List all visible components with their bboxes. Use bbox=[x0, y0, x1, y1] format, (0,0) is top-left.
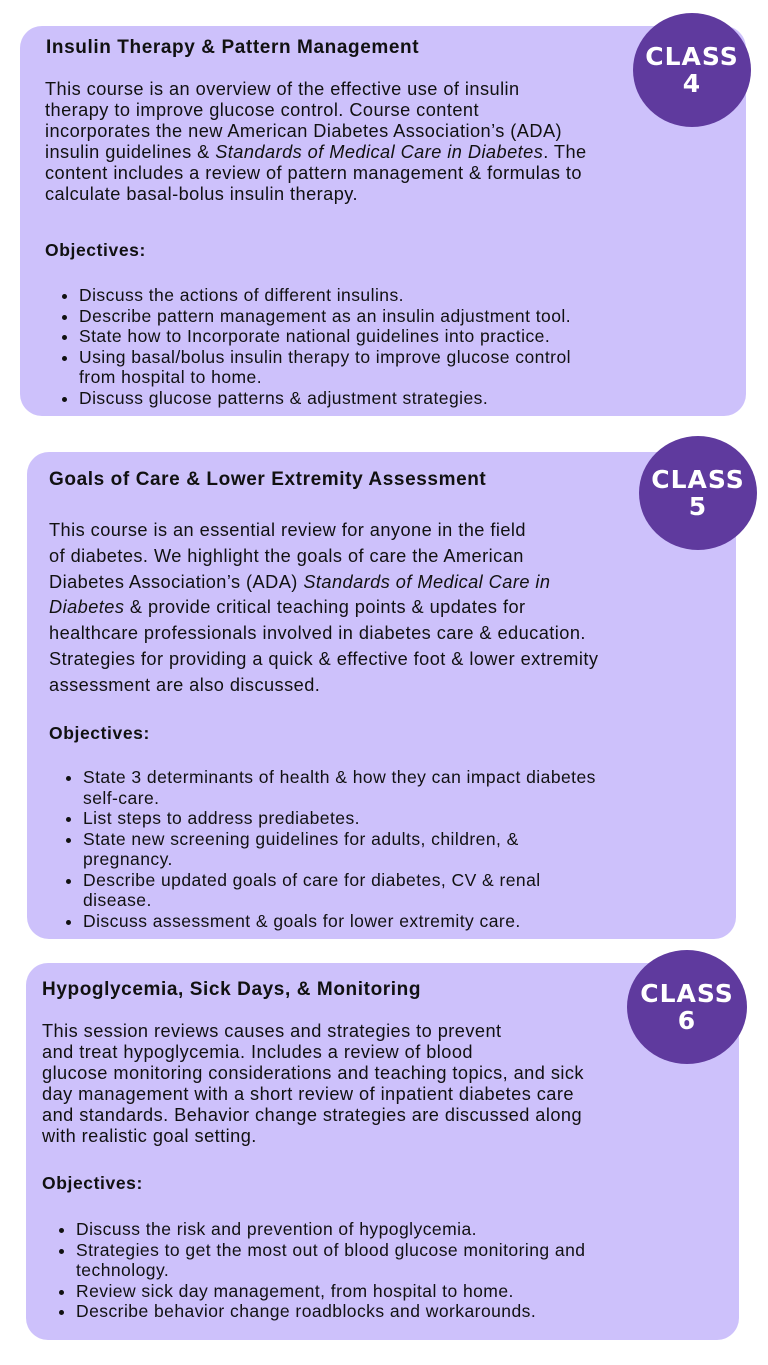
description-line: glucose monitoring considerations and teaching topics, and sick bbox=[42, 1063, 584, 1083]
objective-text: • Describe behavior change roadblocks and workarounds. bbox=[76, 1301, 537, 1321]
objective-text: • Review sick day management, from hospital to home. bbox=[76, 1280, 514, 1301]
description-italic-text: Standards of Medical Care in Diabetes bbox=[215, 142, 544, 162]
class-4-objectives-list bbox=[45, 285, 571, 408]
class-6-description bbox=[42, 1021, 584, 1147]
class-4-badge-number: 4 bbox=[682, 69, 702, 98]
objective-item bbox=[79, 388, 571, 409]
objective-text: • Discuss assessment & goals for lower extremity care. bbox=[83, 910, 521, 931]
objective-item bbox=[76, 1301, 585, 1322]
description-line: and standards. Behavior change strategies are discussed along bbox=[42, 1105, 583, 1125]
objective-item bbox=[83, 911, 596, 932]
class-6-objectives-heading: Objectives: bbox=[42, 1173, 143, 1193]
class-5-description bbox=[49, 518, 598, 699]
description-line: and treat hypoglycemia. Includes a review of blood bbox=[42, 1042, 473, 1062]
description-line: This course is an overview of the effective use of insulin bbox=[45, 79, 520, 99]
objective-item bbox=[83, 870, 596, 911]
description-line: day management with a short review of inpatient diabetes care bbox=[42, 1084, 574, 1104]
class-6-title: Hypoglycemia, Sick Days, & Monitoring bbox=[42, 979, 422, 1000]
description-line: of diabetes. We highlight the goals of care the American bbox=[49, 545, 524, 566]
class-6-objectives-list bbox=[42, 1219, 585, 1322]
class-4-title: Insulin Therapy & Pattern Management bbox=[46, 37, 420, 58]
class-5-objectives-list bbox=[49, 767, 596, 931]
objective-text: • Using basal/bolus insulin therapy to improve glucose control bbox=[79, 346, 571, 367]
description-line: This course is an essential review for anyone in the field bbox=[49, 520, 526, 540]
description-line bbox=[45, 142, 587, 163]
description-line: content includes a review of pattern management & formulas to bbox=[45, 163, 582, 183]
class-5-badge-word: CLASS bbox=[651, 465, 745, 494]
description-line: calculate basal-bolus insulin therapy. bbox=[45, 184, 358, 204]
class-4-objectives-heading: Objectives: bbox=[45, 240, 146, 260]
description-text: & provide critical teaching points & updates for bbox=[124, 597, 526, 618]
description-text: . The bbox=[543, 142, 587, 162]
class-5-title: Goals of Care & Lower Extremity Assessment bbox=[49, 469, 487, 490]
description-line: assessment are also discussed. bbox=[49, 674, 321, 695]
objective-text: from hospital to home. bbox=[79, 367, 263, 387]
description-line bbox=[49, 595, 598, 621]
objective-item bbox=[79, 285, 571, 306]
description-text: Diabetes Association’s (ADA) bbox=[49, 571, 304, 592]
objective-text: technology. bbox=[76, 1260, 170, 1280]
class-6-badge-word: CLASS bbox=[640, 979, 734, 1008]
objective-item bbox=[76, 1281, 585, 1302]
objective-text: • State 3 determinants of health & how they can impact diabetes bbox=[83, 767, 596, 787]
description-line: This session reviews causes and strategies to prevent bbox=[42, 1021, 502, 1041]
objective-text: • List steps to address prediabetes. bbox=[83, 808, 360, 828]
class-4-badge bbox=[633, 13, 751, 127]
class-5-badge-number: 5 bbox=[688, 492, 708, 521]
objective-text: • Strategies to get the most out of blood glucose monitoring and bbox=[76, 1239, 586, 1260]
objective-text: • Describe pattern management as an insulin adjustment tool. bbox=[79, 305, 572, 326]
description-line bbox=[49, 570, 598, 596]
objective-item bbox=[76, 1219, 585, 1240]
description-line: incorporates the new American Diabetes Association’s (ADA) bbox=[45, 121, 563, 141]
objective-item bbox=[83, 808, 596, 829]
class-5-badge bbox=[639, 436, 757, 550]
objective-item bbox=[79, 347, 571, 388]
description-line: with realistic goal setting. bbox=[42, 1126, 257, 1146]
description-italic-text: Diabetes bbox=[49, 597, 125, 618]
description-text: insulin guidelines & bbox=[45, 142, 216, 162]
objective-text: • Discuss glucose patterns & adjustment strategies. bbox=[79, 387, 489, 408]
objective-text: • State how to Incorporate national guidelines into practice. bbox=[79, 326, 551, 346]
class-4-badge-word: CLASS bbox=[645, 42, 739, 71]
objective-text: • Discuss the risk and prevention of hypoglycemia. bbox=[76, 1219, 477, 1239]
objective-item bbox=[83, 829, 596, 870]
objective-text: disease. bbox=[83, 890, 152, 910]
objective-text: • Discuss the actions of different insulins. bbox=[79, 285, 404, 305]
class-5-objectives-heading: Objectives: bbox=[49, 723, 150, 743]
objective-text: • Describe updated goals of care for diabetes, CV & renal bbox=[83, 869, 541, 890]
objective-item bbox=[83, 767, 596, 808]
class-6-badge-number: 6 bbox=[677, 1006, 697, 1035]
description-line: Strategies for providing a quick & effective foot & lower extremity bbox=[49, 648, 599, 669]
objective-item bbox=[76, 1240, 585, 1281]
description-line: therapy to improve glucose control. Course content bbox=[45, 100, 479, 120]
objective-text: pregnancy. bbox=[83, 849, 173, 869]
description-line: healthcare professionals involved in diabetes care & education. bbox=[49, 623, 586, 644]
class-5-card bbox=[27, 452, 736, 939]
class-4-description bbox=[45, 79, 587, 205]
objective-text: • State new screening guidelines for adults, children, & bbox=[83, 828, 519, 849]
objective-item bbox=[79, 326, 571, 347]
description-italic-text: Standards of Medical Care in bbox=[303, 571, 551, 592]
objective-item bbox=[79, 306, 571, 327]
class-6-badge bbox=[627, 950, 747, 1064]
objective-text: self-care. bbox=[83, 787, 160, 808]
